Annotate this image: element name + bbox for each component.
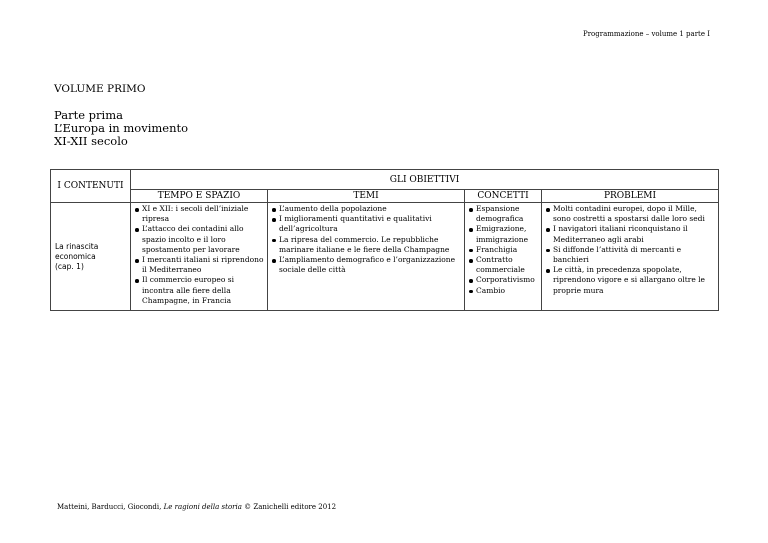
part-title-block [54, 109, 188, 148]
topic-line: (cap. 1) [55, 261, 84, 271]
list-item: Il commercio europeo si incontra alle fiere della Champagne, in Francia [134, 275, 265, 306]
list-item: Corporativismo [468, 275, 539, 285]
obiettivi-header: GLI OBIETTIVI [131, 170, 719, 190]
list-item: Contratto commerciale [468, 255, 539, 275]
list-item: La ripresa del commercio. Le repubbliche marinare italiane e le fiere della Champagne [271, 235, 462, 255]
contenuti-header: I CONTENUTI [51, 170, 131, 203]
tempo-cell [131, 203, 268, 311]
list-item: L’ampliamento demografico e l’organizzazione sociale delle città [271, 255, 462, 275]
list-item: I miglioramenti quantitativi e qualitativi dell’agricoltura [271, 214, 462, 234]
table-row [51, 203, 719, 311]
part-title-line3: XI-XII secolo [54, 134, 128, 148]
col-header-concetti: CONCETTI [465, 190, 542, 203]
concetti-cell [465, 203, 542, 311]
list-item: L’aumento della popolazione [271, 204, 462, 214]
col-header-tempo: TEMPO E SPAZIO [131, 190, 268, 203]
list-item: Molti contadini europei, dopo il Mille, sono costretti a spostarsi dalle loro sedi [545, 204, 716, 224]
problemi-cell [542, 203, 719, 311]
footer-publisher: © Zanichelli editore 2012 [241, 503, 337, 511]
list-item: Si diffonde l’attività di mercanti e banchieri [545, 245, 716, 265]
list-item: Espansione demografica [468, 204, 539, 224]
running-header: Programmazione – volume 1 parte I [582, 30, 710, 38]
list-item: I navigatori italiani riconquistano il Mediterraneo agli arabi [545, 224, 716, 244]
objectives-table [50, 169, 719, 311]
page-footer [57, 503, 336, 511]
footer-book-title: Le ragioni della storia [163, 503, 242, 511]
col-header-temi: TEMI [268, 190, 465, 203]
part-title-line2: L’Europa in movimento [54, 121, 189, 135]
col-header-problemi: PROBLEMI [542, 190, 719, 203]
list-item: L’attacco dei contadini allo spazio incolto e il loro spostamento per lavorare [134, 224, 265, 255]
topic-line: economica [55, 251, 96, 261]
list-item: Franchigia [468, 245, 539, 255]
list-item: Cambio [468, 286, 539, 296]
temi-cell [268, 203, 465, 311]
part-title-line1: Parte prima [54, 108, 123, 122]
list-item: Le città, in precedenza spopolate, riprendono vigore e si allargano oltre le proprie mura [545, 265, 716, 296]
volume-title: VOLUME PRIMO [54, 83, 146, 95]
topic-cell [51, 203, 131, 311]
topic-line: La rinascita [55, 241, 99, 251]
list-item: I mercanti italiani si riprendono il Mediterraneo [134, 255, 265, 275]
list-item: Emigrazione, immigrazione [468, 224, 539, 244]
list-item: XI e XII: i secoli dell’iniziale ripresa [134, 204, 265, 224]
footer-authors: Matteini, Barducci, Giocondi, [57, 503, 164, 511]
